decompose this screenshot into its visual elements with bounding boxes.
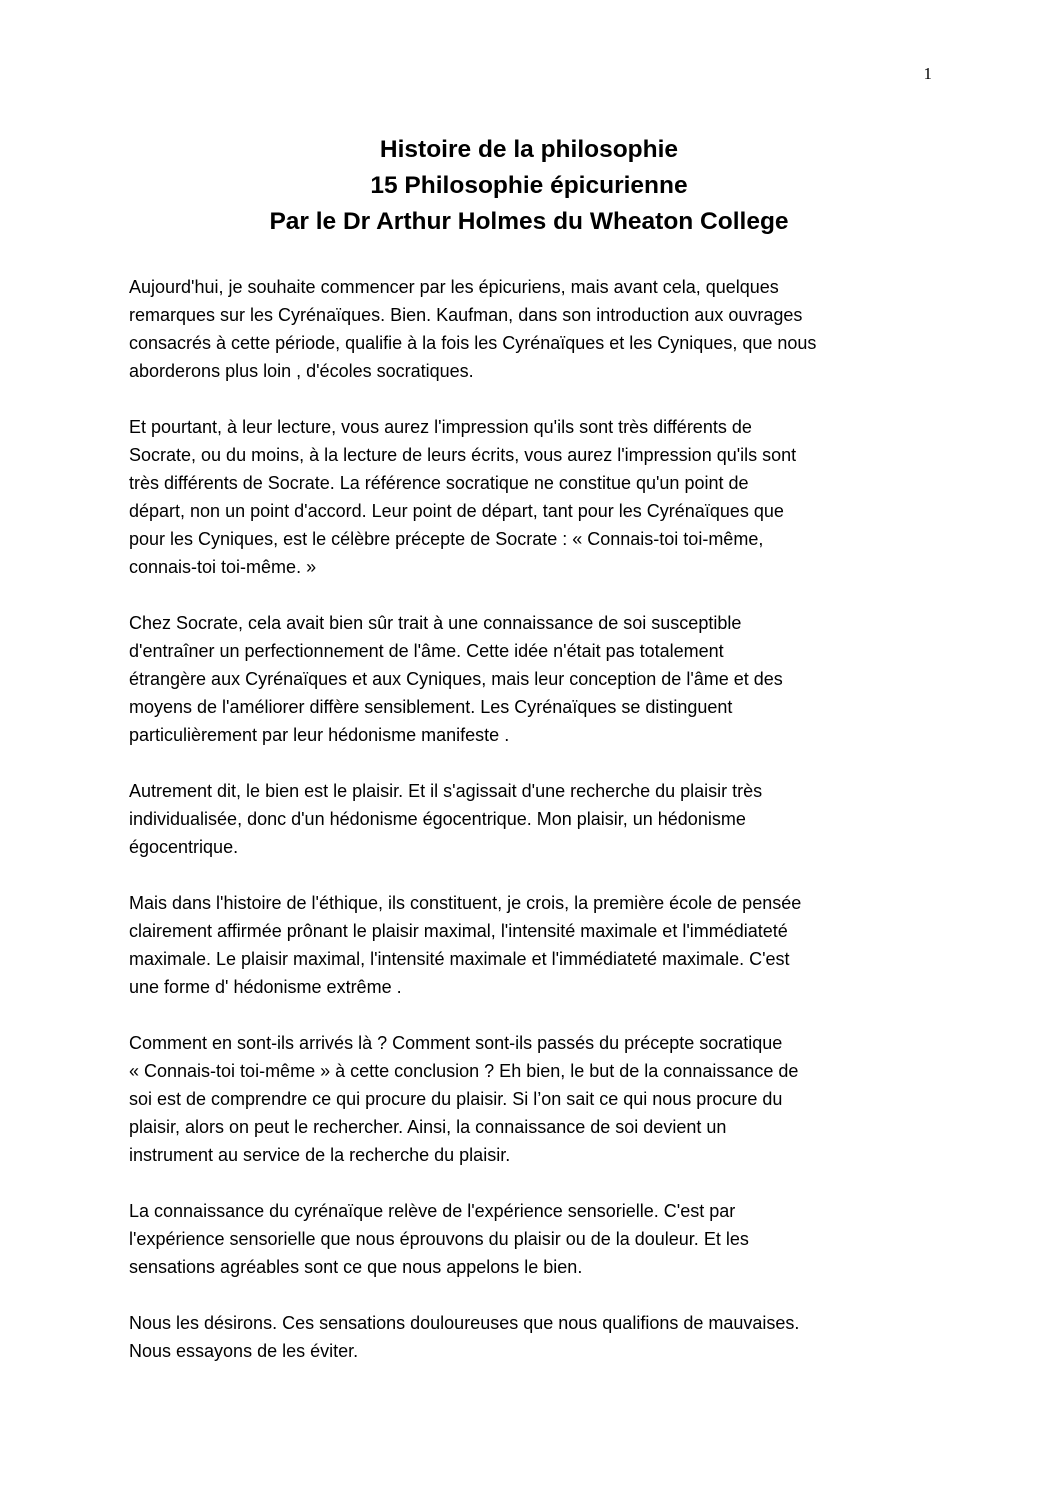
document-body bbox=[129, 273, 929, 1393]
paragraph-2 bbox=[129, 413, 929, 581]
text-line: pour les Cyniques, est le célèbre précepte de Socrate : « Connais-toi toi-même, bbox=[129, 529, 764, 549]
text-line: Comment en sont-ils arrivés là ? Comment sont-ils passés du précepte socratique bbox=[129, 1033, 783, 1053]
paragraph-8 bbox=[129, 1309, 929, 1365]
text-line: individualisée, donc d'un hédonisme égocentrique. Mon plaisir, un hédonisme bbox=[129, 809, 746, 829]
document-title bbox=[0, 132, 1058, 240]
text-line: soi est de comprendre ce qui procure du plaisir. Si l’on sait ce qui nous procure du bbox=[129, 1089, 783, 1109]
text-line: particulièrement par leur hédonisme manifeste . bbox=[129, 725, 510, 745]
text-line: consacrés à cette période, qualifie à la fois les Cyrénaïques et les Cyniques, que nous bbox=[129, 333, 817, 353]
text-line: égocentrique. bbox=[129, 837, 239, 857]
text-line: aborderons plus loin , d'écoles socratiques. bbox=[129, 361, 474, 381]
paragraph-7 bbox=[129, 1197, 929, 1281]
paragraph-3 bbox=[129, 609, 929, 749]
paragraph-1 bbox=[129, 273, 929, 385]
text-line: instrument au service de la recherche du plaisir. bbox=[129, 1145, 511, 1165]
paragraph-5 bbox=[129, 889, 929, 1001]
text-line: étrangère aux Cyrénaïques et aux Cyniques, mais leur conception de l'âme et des bbox=[129, 669, 783, 689]
text-line: départ, non un point d'accord. Leur point de départ, tant pour les Cyrénaïques que bbox=[129, 501, 784, 521]
text-line: maximale. Le plaisir maximal, l'intensité maximale et l'immédiateté maximale. C'est bbox=[129, 949, 790, 969]
text-line: une forme d' hédonisme extrême . bbox=[129, 977, 402, 997]
text-line: Aujourd'hui, je souhaite commencer par les épicuriens, mais avant cela, quelques bbox=[129, 277, 779, 297]
text-line: Chez Socrate, cela avait bien sûr trait à une connaissance de soi susceptible bbox=[129, 613, 742, 633]
text-line: très différents de Socrate. La référence socratique ne constitue qu'un point de bbox=[129, 473, 749, 493]
title-line-lecture: 15 Philosophie épicurienne bbox=[370, 172, 688, 199]
text-line: Socrate, ou du moins, à la lecture de leurs écrits, vous aurez l'impression qu'ils sont bbox=[129, 445, 797, 465]
title-line-course: Histoire de la philosophie bbox=[379, 136, 679, 163]
paragraph-4 bbox=[129, 777, 929, 861]
title-line-author: Par le Dr Arthur Holmes du Wheaton College bbox=[269, 208, 789, 235]
text-line: connais-toi toi-même. » bbox=[129, 557, 317, 577]
text-line: Et pourtant, à leur lecture, vous aurez l'impression qu'ils sont très différents de bbox=[129, 417, 752, 437]
page-number: 1 bbox=[923, 64, 932, 83]
text-line: remarques sur les Cyrénaïques. Bien. Kaufman, dans son introduction aux ouvrages bbox=[129, 305, 803, 325]
text-line: l'expérience sensorielle que nous éprouvons du plaisir ou de la douleur. Et les bbox=[129, 1229, 749, 1249]
text-line: d'entraîner un perfectionnement de l'âme. Cette idée n'était pas totalement bbox=[129, 641, 724, 661]
text-line: plaisir, alors on peut le rechercher. Ainsi, la connaissance de soi devient un bbox=[129, 1117, 727, 1137]
text-line: La connaissance du cyrénaïque relève de l'expérience sensorielle. C'est par bbox=[129, 1201, 736, 1221]
text-line: sensations agréables sont ce que nous appelons le bien. bbox=[129, 1257, 583, 1277]
text-line: moyens de l'améliorer diffère sensiblement. Les Cyrénaïques se distinguent bbox=[129, 697, 733, 717]
paragraph-6 bbox=[129, 1029, 929, 1169]
text-line: Nous les désirons. Ces sensations douloureuses que nous qualifions de mauvaises. bbox=[129, 1313, 800, 1333]
text-line: Autrement dit, le bien est le plaisir. Et il s'agissait d'une recherche du plaisir très bbox=[129, 781, 763, 801]
text-line: « Connais-toi toi-même » à cette conclusion ? Eh bien, le but de la connaissance de bbox=[129, 1061, 799, 1081]
text-line: Nous essayons de les éviter. bbox=[129, 1341, 359, 1361]
text-line: clairement affirmée prônant le plaisir maximal, l'intensité maximale et l'immédiateté bbox=[129, 921, 788, 941]
text-line: Mais dans l'histoire de l'éthique, ils constituent, je crois, la première école de pensée bbox=[129, 893, 802, 913]
